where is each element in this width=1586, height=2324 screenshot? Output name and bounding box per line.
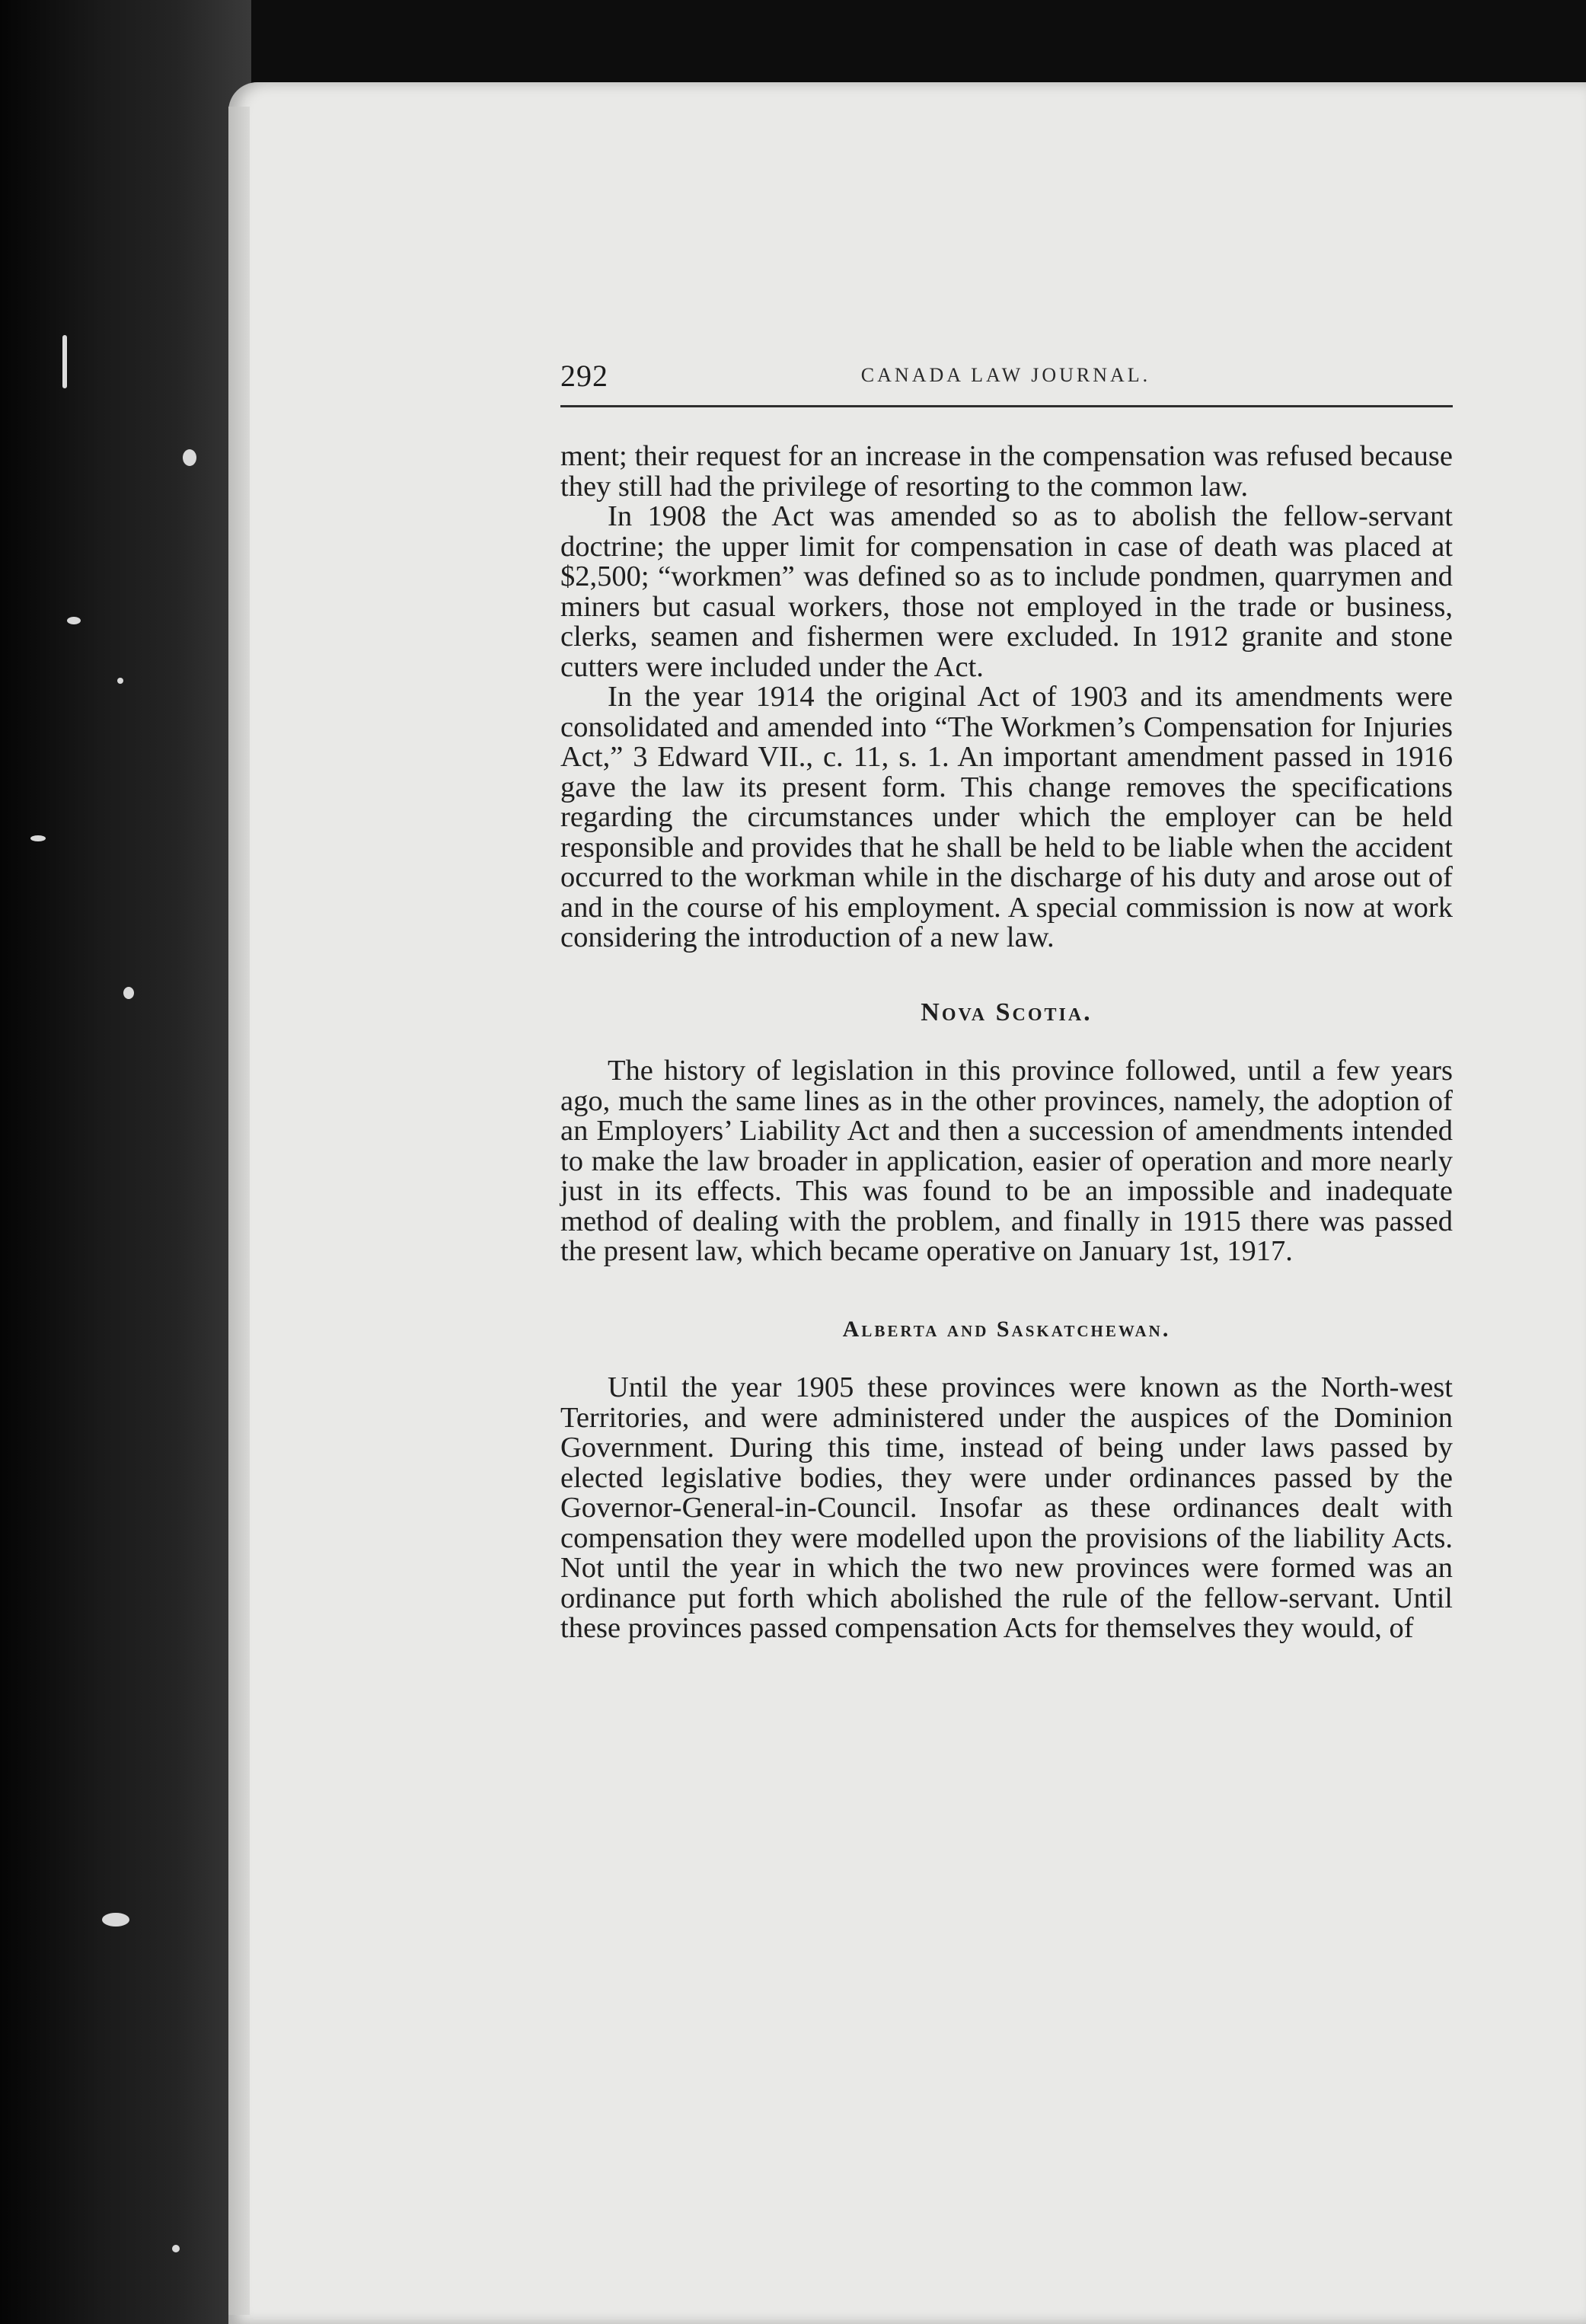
scan-speck xyxy=(62,335,67,388)
running-header xyxy=(560,350,1451,411)
paragraph-nova-scotia: The history of legislation in this province followed, until a few years ago, much the same lines as in the other provinces, namely, the adoption of an Employers’ Liability Act and then a succession of amendments intended to make the law broader in application, easier of operation and more nearly just in its effects. This was found to be an impossible and inadequate method of dealing with the problem, and finally in 1915 there was passed the present law, which became operative on January 1st, 1917. xyxy=(560,1055,1453,1267)
journal-title: CANADA LAW JOURNAL. xyxy=(860,364,1151,386)
scan-speck xyxy=(117,678,123,684)
scan-speck xyxy=(183,449,196,466)
article-body xyxy=(560,442,1453,1644)
scan-speck xyxy=(102,1913,129,1927)
section-heading-nova-scotia: Nova Scotia. xyxy=(921,998,1093,1026)
scan-speck xyxy=(67,617,81,624)
page-gutter-shadow xyxy=(228,107,250,2315)
page-number: 292 xyxy=(560,359,608,393)
paragraph-alberta-saskatchewan: Until the year 1905 these provinces were known as the North-west Territories, and were administered under the auspices of the Dominion Government. During this time, instead of being under laws passed by elected legislative bodies, they were under ordinances passed by the Governor-General-in-Council. Insofar as these ordinances dealt with compensation they were modelled upon the provisions of the liability Acts. Not until the year in which the two new provinces were formed was an ordinance put forth which abolished the rule of the fellow-servant. Until these provinces passed compensation Acts for themselves they would, of xyxy=(560,1371,1453,1644)
paragraph-continued: ment; their request for an increase in the compensation was refused because they still had the privilege of resorting to the common law. xyxy=(560,440,1453,503)
paragraph-1914-consolidation: In the year 1914 the original Act of 1903 and its amendments were consolidated and amended into “The Workmen’s Compensation for Injuries Act,” 3 Edward VII., c. 11, s. 1. An important amendment passed in 1916 gave the law its present form. This change removes the specifications regarding the circumstances under which the employer can be held responsible and provides that he shall be held to be liable when the accident occurred to the workman while in the discharge of his duty and arose out of and in the course of his employment. A special commission is now at work considering the introduction of a new law. xyxy=(560,681,1453,953)
paragraph-1908-amendment: In 1908 the Act was amended so as to abolish the fellow-servant doctrine; the upper limit for compensation in case of death was placed at $2,500; “workmen” was defined so as to include pondmen, quarrymen and miners but casual workers, those not employed in the trade or business, clerks, seamen and fishermen were excluded. In 1912 granite and stone cutters were included under the Act. xyxy=(560,500,1453,683)
section-heading-alberta-saskatchewan: Alberta and Saskatchewan. xyxy=(842,1316,1171,1342)
scan-speck xyxy=(30,835,46,841)
header-rule xyxy=(560,405,1453,407)
scan-dark-margin xyxy=(0,0,251,2324)
scan-speck xyxy=(172,2245,180,2252)
scan-speck xyxy=(123,987,134,999)
